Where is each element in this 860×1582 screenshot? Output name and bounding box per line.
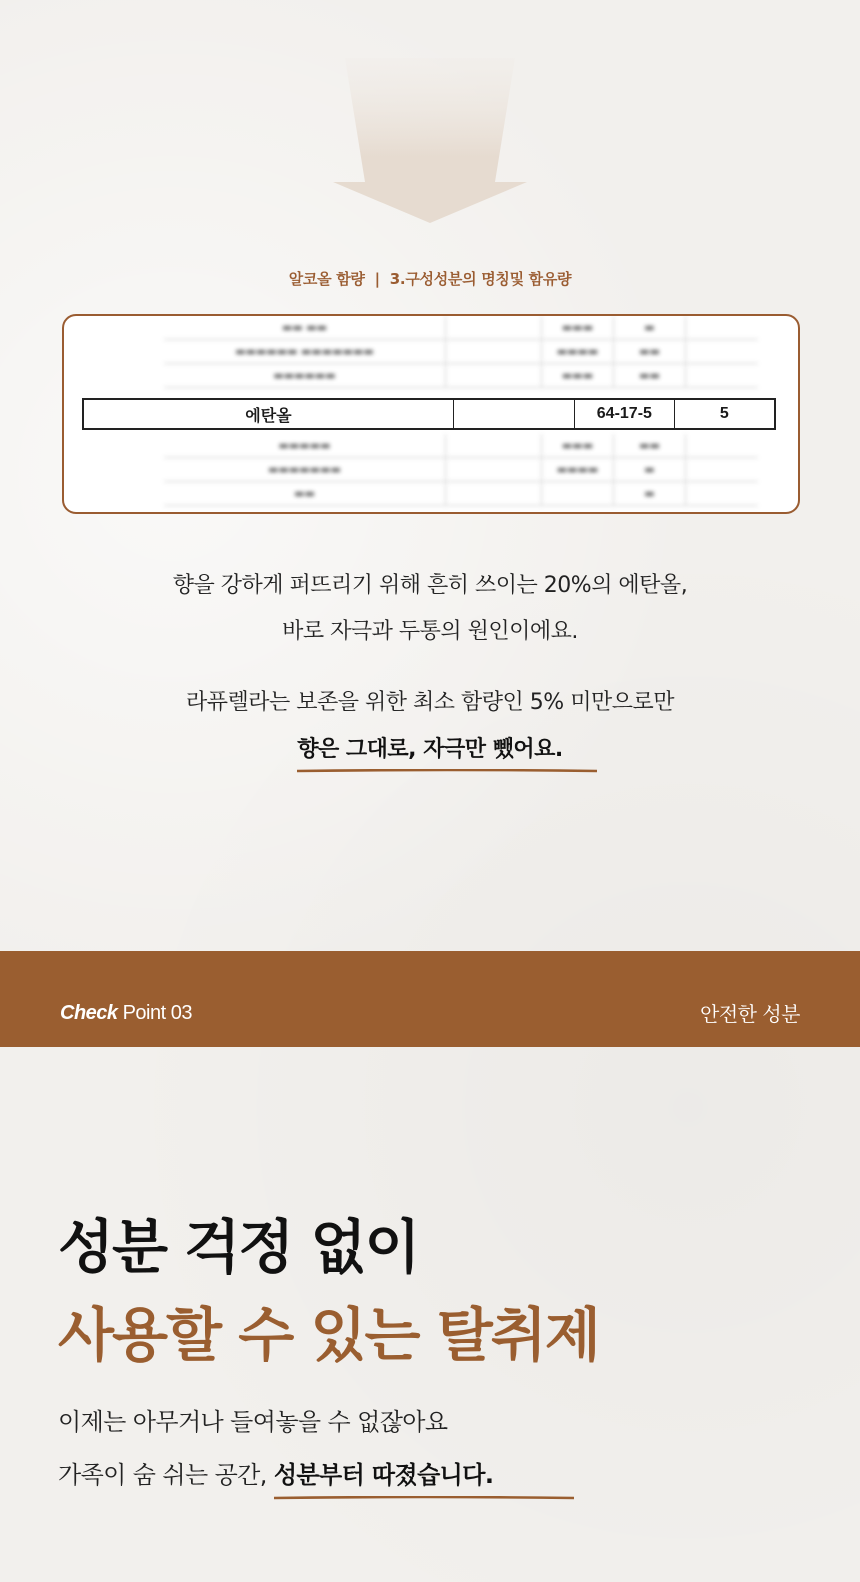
ingredient-label: [0, 268, 860, 289]
intro-line-2: 바로 자극과 두통의 원인이에요.: [282, 619, 578, 644]
body-line-1: 이제는 아무거나 들여놓을 수 없잖아요: [58, 1408, 448, 1436]
body-line-2: [58, 1455, 493, 1490]
checkpoint-label: [60, 1002, 192, 1025]
blurred-table-top: ▬▬ ▬▬ ▬▬▬ ▬ ▬▬▬▬▬▬ ▬▬▬▬▬▬▬ ▬▬▬▬ ▬▬ ▬▬▬▬▬▬ ▬▬▬ ▬▬: [164, 316, 758, 388]
body-highlight: [274, 1455, 494, 1490]
intro-highlight-text: 향은 그대로, 자극만 뺐어요.: [297, 737, 563, 762]
intro-line-1: 향을 강하게 퍼뜨리기 위해 흔히 쓰이는 20%의 에탄올,: [172, 573, 688, 598]
body-highlight-text: 성분부터 따졌습니다.: [273, 1461, 494, 1489]
label-right: 3.구성성분의 명칭및 함유량: [389, 270, 572, 288]
ethanol-row: [82, 398, 776, 430]
ethanol-name-cell: 에탄올: [84, 400, 454, 428]
down-arrow-icon: [333, 58, 527, 223]
body-line-2-prefix: 가족이 숨 쉬는 공간,: [58, 1461, 274, 1489]
intro-highlight: [297, 732, 562, 763]
checkpoint-band: [0, 951, 860, 1047]
label-separator: |: [374, 270, 380, 288]
percent-cell: 5: [719, 405, 729, 422]
checkpoint-check: Check: [60, 1002, 118, 1024]
checkpoint-number: Point 03: [122, 1002, 192, 1024]
headline-line-2: 사용할 수 있는 탈취제: [58, 1301, 599, 1369]
cas-number-cell: 64-17-5: [575, 400, 674, 428]
checkpoint-title: 안전한 성분: [700, 1002, 800, 1026]
label-left: 알코올 함량: [288, 270, 365, 288]
brush-underline: [297, 769, 597, 773]
blurred-table-bottom: ▬▬▬▬▬ ▬▬▬ ▬▬ ▬▬▬▬▬▬▬ ▬▬▬▬ ▬ ▬▬ ▬: [164, 434, 758, 506]
brush-underline: [274, 1496, 574, 1500]
blank-cell: [454, 400, 575, 428]
intro-line-3: 라퓨렐라는 보존을 위한 최소 함량인 5% 미만으로만: [186, 690, 674, 715]
intro-line-4-wrap: [0, 732, 860, 763]
headline-line-1: 성분 걱정 없이: [58, 1213, 419, 1281]
ingredient-document: [62, 314, 800, 514]
